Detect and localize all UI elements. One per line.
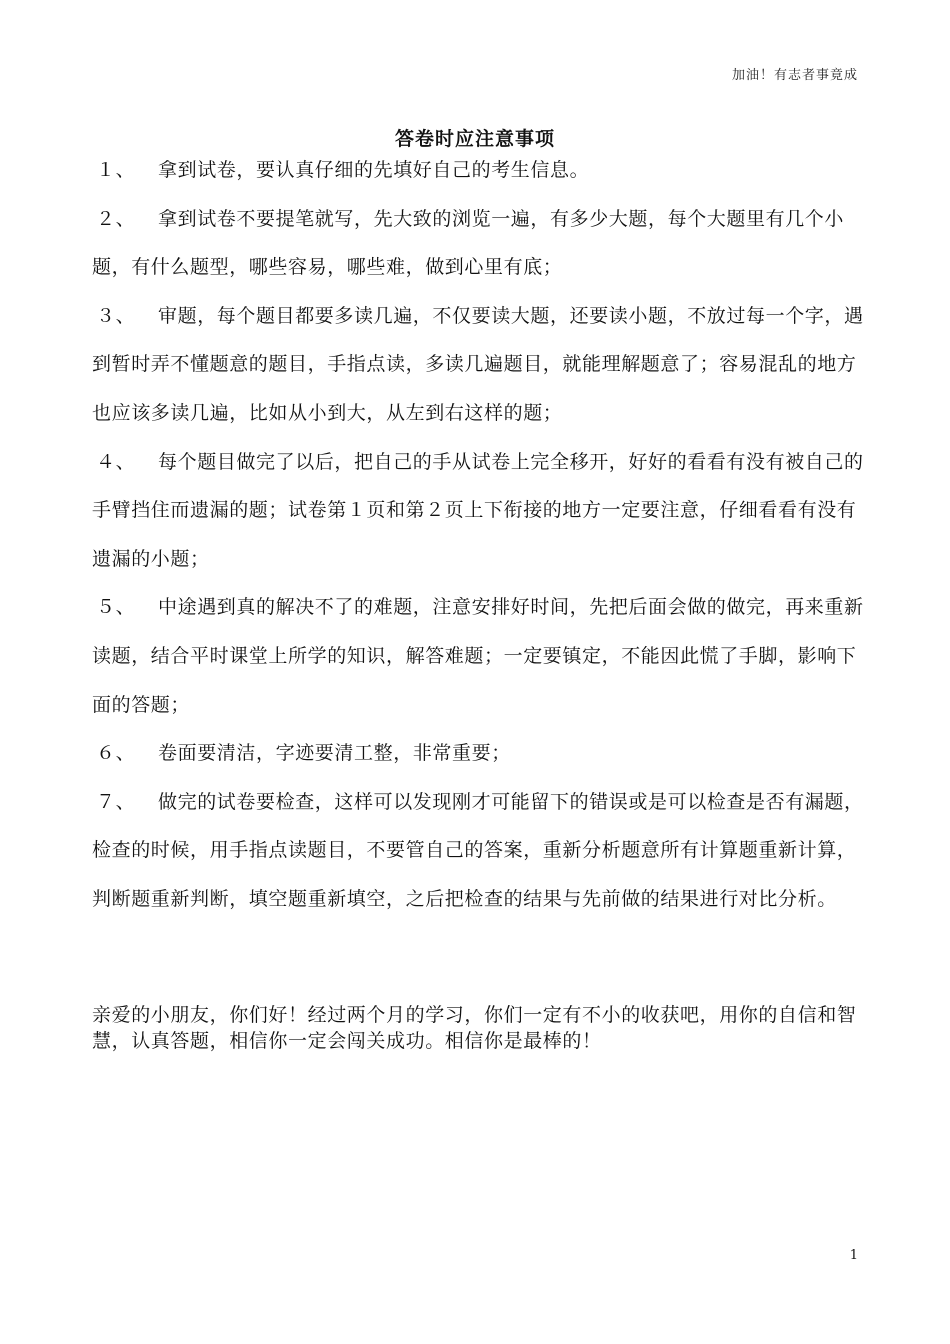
item-number: ６、: [96, 742, 136, 765]
instruction-item-7: [92, 778, 872, 924]
item-number: １、: [96, 159, 136, 181]
page-number: 1: [849, 1248, 858, 1263]
item-number: ３、: [96, 304, 136, 327]
item-number: ７、: [96, 790, 136, 813]
item-text: 中途遇到真的解决不了的难题，注意安排好时间，先把后面会做的做完，再来重新读题，结合平时课堂上所学的知识，解答难题；一定要镇定，不能因此慌了手脚，影响下面的答题；: [92, 596, 864, 716]
item-text: 卷面要清洁，字迹要清工整，非常重要；: [158, 742, 511, 765]
header-motto: 加油！有志者事竟成: [731, 68, 858, 83]
closing-message: 亲爱的小朋友，你们好！经过两个月的学习，你们一定有不小的收获吧，用你的自信和智慧，认真答题，相信你一定会闯关成功。相信你是最棒的！: [92, 1004, 857, 1052]
item-text: 拿到试卷，要认真仔细的先填好自己的考生信息。: [158, 159, 590, 181]
instruction-item-3: [92, 292, 872, 438]
item-text: 每个题目做完了以后，把自己的手从试卷上完全移开，好好的看看有没有被自己的手臂挡住而遗漏的题；试卷第１页和第２页上下衔接的地方一定要注意，仔细看看有没有遗漏的小题；: [92, 450, 864, 570]
item-number: ５、: [96, 596, 136, 619]
item-text: 拿到试卷不要提笔就写，先大致的浏览一遍，有多少大题，每个大题里有几个小题，有什么题型，哪些容易，哪些难，做到心里有底；: [92, 207, 845, 279]
item-text: 审题，每个题目都要多读几遍，不仅要读大题，还要读小题，不放过每一个字，遇到暂时弄不懂题意的题目，手指点读，多读几遍题目，就能理解题意了；容易混乱的地方也应该多读几遍，比如从小到大，从左到右这样的题；: [92, 304, 864, 424]
instruction-item-6: [92, 729, 872, 778]
instruction-item-5: [92, 583, 872, 729]
instruction-list: [92, 146, 872, 924]
item-number: ４、: [96, 450, 136, 473]
instruction-item-1: [92, 146, 872, 195]
item-text: 做完的试卷要检查，这样可以发现刚才可能留下的错误或是可以检查是否有漏题，检查的时候，用手指点读题目，不要管自己的答案，重新分析题意所有计算题重新计算，判断题重新判断，填空题重新填空，之后把检查的结果与先前做的结果进行对比分析。: [92, 790, 864, 910]
instruction-item-4: [92, 438, 872, 584]
item-number: ２、: [96, 207, 136, 230]
document-title: 答卷时应注意事项: [394, 128, 555, 150]
instruction-item-2: [92, 195, 872, 292]
